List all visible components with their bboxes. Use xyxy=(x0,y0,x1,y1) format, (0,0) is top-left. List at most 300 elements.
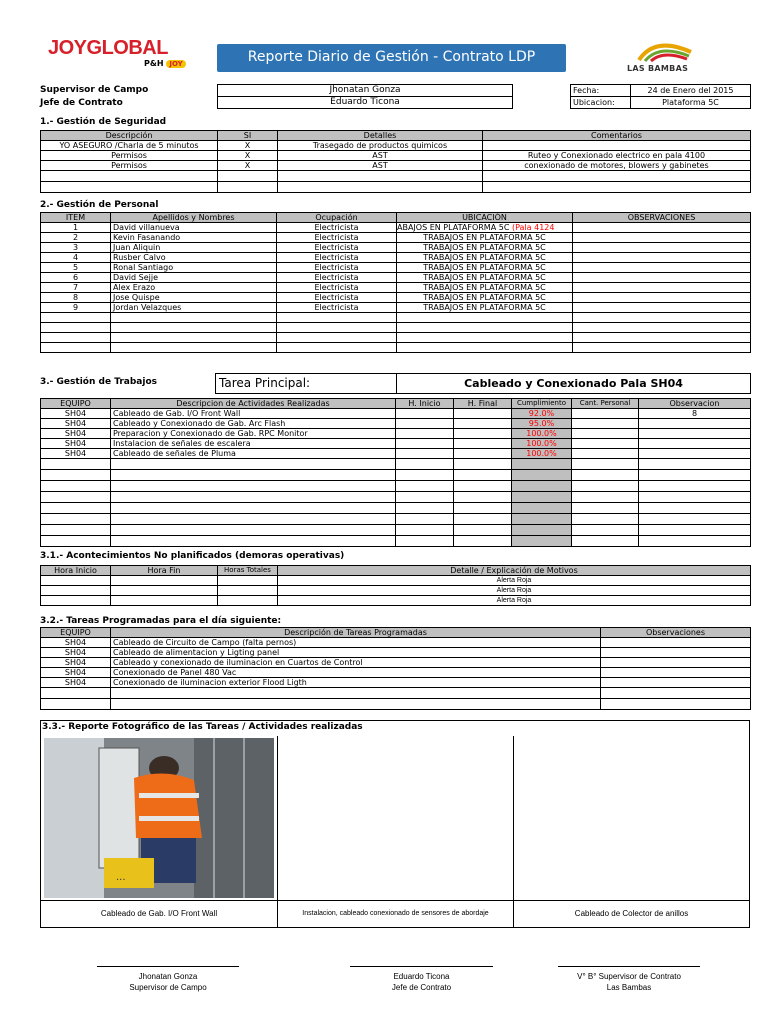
signature-role: Supervisor de Campo xyxy=(129,983,207,992)
acontecimientos-cell xyxy=(111,586,218,596)
programadas-cell: Cableado y conexionado de iluminacion en Cuartos de Control xyxy=(111,658,601,668)
personal-cell: TRABAJOS EN PLATAFORMA 5C xyxy=(397,283,573,293)
personal-cell xyxy=(397,323,573,333)
programadas-cell xyxy=(601,699,751,710)
personal-cell xyxy=(111,343,277,353)
personal-cell: Alex Erazo xyxy=(111,283,277,293)
table-row xyxy=(41,503,751,514)
trabajos-cell xyxy=(396,470,454,481)
table-row xyxy=(41,470,751,481)
trabajos-cell xyxy=(396,525,454,536)
seguridad-header: Comentarios xyxy=(483,131,751,141)
trabajos-cell xyxy=(396,481,454,492)
personal-cell: Electricista xyxy=(277,303,397,313)
trabajos-cell xyxy=(396,536,454,547)
seguridad-cell: X xyxy=(218,161,278,171)
trabajos-cell xyxy=(111,525,396,536)
signature-name: Eduardo Ticona xyxy=(393,972,450,981)
photo-caption: Instalacion, cableado conexionado de sensores de abordaje xyxy=(302,910,489,917)
trabajos-cell xyxy=(454,536,512,547)
personal-cell xyxy=(573,293,751,303)
seguridad-cell xyxy=(483,141,751,151)
acontecimientos-cell: Alerta Roja xyxy=(278,586,751,596)
personal-cell: Electricista xyxy=(277,263,397,273)
trabajos-header: H. Inicio xyxy=(396,399,454,409)
personal-cell: 1 xyxy=(41,223,111,233)
trabajos-cell xyxy=(111,536,396,547)
trabajos-cell xyxy=(111,503,396,514)
trabajos-header: Cumplimiento xyxy=(512,399,572,409)
personal-cell xyxy=(397,343,573,353)
personal-cell: Rusber Calvo xyxy=(111,253,277,263)
worker-photo-icon xyxy=(44,738,274,898)
table-row xyxy=(41,151,751,161)
trabajos-cell xyxy=(396,409,454,419)
programadas-title: 3.2.- Tareas Programadas para el día siguiente: xyxy=(40,616,282,626)
trabajos-cell xyxy=(454,429,512,439)
programadas-cell xyxy=(601,648,751,658)
personal-cell: TRABAJOS EN PLATAFORMA 5C xyxy=(397,253,573,263)
table-row xyxy=(41,253,751,263)
personal-cell: 7 xyxy=(41,283,111,293)
trabajos-cell xyxy=(396,449,454,459)
personal-cell xyxy=(573,333,751,343)
personal-cell xyxy=(277,343,397,353)
seguridad-cell xyxy=(41,182,218,193)
trabajos-cell xyxy=(639,536,751,547)
trabajos-cell xyxy=(572,536,639,547)
table-row xyxy=(41,678,751,688)
table-row xyxy=(41,333,751,343)
personal-cell: Electricista xyxy=(277,273,397,283)
ph-logo-text: P&H xyxy=(144,59,164,68)
supervisor-value: Jhonatan Gonza xyxy=(218,85,513,97)
acontecimientos-title: 3.1.- Acontecimientos No planificados (demoras operativas) xyxy=(40,551,345,561)
personal-cell: Electricista xyxy=(277,293,397,303)
personal-cell xyxy=(573,273,751,283)
seguridad-cell: Trasegado de productos quimicos xyxy=(278,141,483,151)
personal-cell xyxy=(573,253,751,263)
personal-cell: Electricista xyxy=(277,223,397,233)
trabajos-cell xyxy=(454,419,512,429)
acontecimientos-cell xyxy=(218,586,278,596)
trabajos-cell xyxy=(396,459,454,470)
programadas-cell xyxy=(601,678,751,688)
photo-caption: Cableado de Gab. I/O Front Wall xyxy=(100,909,218,918)
trabajos-cell xyxy=(41,503,111,514)
trabajos-cell xyxy=(639,439,751,449)
trabajos-cell xyxy=(396,439,454,449)
trabajos-cell xyxy=(454,514,512,525)
joy-badge: JOY xyxy=(166,60,185,68)
trabajos-cell xyxy=(572,492,639,503)
tarea-principal-value-box xyxy=(396,373,751,394)
signature-supervisor xyxy=(97,966,239,993)
seguridad-cell: X xyxy=(218,151,278,161)
personal-cell: Kevin Fasanando xyxy=(111,233,277,243)
trabajos-cell xyxy=(572,419,639,429)
table-row xyxy=(41,303,751,313)
seguridad-cell: YO ASEGURO /Charla de 5 minutos xyxy=(41,141,218,151)
cumplimiento-cell xyxy=(512,470,572,481)
cumplimiento-cell xyxy=(512,481,572,492)
trabajos-cell: SH04 xyxy=(41,419,111,429)
trabajos-header: EQUIPO xyxy=(41,399,111,409)
personal-cell xyxy=(573,303,751,313)
trabajos-cell xyxy=(639,470,751,481)
table-row xyxy=(41,419,751,429)
programadas-cell: Cableado de Circuito de Campo (falta pernos) xyxy=(111,638,601,648)
personal-cell xyxy=(277,333,397,343)
trabajos-table xyxy=(40,398,751,547)
trabajos-cell: SH04 xyxy=(41,429,111,439)
trabajos-cell xyxy=(572,409,639,419)
seguridad-header-row xyxy=(41,131,751,141)
photo-caption: Cableado de Colector de anillos xyxy=(574,909,689,918)
personal-cell: David villanueva xyxy=(111,223,277,233)
personal-header-row xyxy=(41,213,751,223)
signature-role: Las Bambas xyxy=(606,983,652,992)
trabajos-cell xyxy=(572,514,639,525)
acontecimientos-cell xyxy=(111,596,218,606)
personal-cell xyxy=(277,323,397,333)
programadas-cell xyxy=(41,699,111,710)
programadas-cell: SH04 xyxy=(41,678,111,688)
table-row xyxy=(41,576,751,586)
programadas-cell xyxy=(601,658,751,668)
personal-cell: 5 xyxy=(41,263,111,273)
svg-text:...: ... xyxy=(116,872,126,883)
trabajos-cell xyxy=(639,459,751,470)
las-bambas-logo xyxy=(625,40,705,74)
table-row xyxy=(41,343,751,353)
seguridad-header: Detalles xyxy=(278,131,483,141)
signature-name: Jhonatan Gonza xyxy=(138,972,198,981)
cumplimiento-cell xyxy=(512,492,572,503)
trabajos-cell xyxy=(454,503,512,514)
programadas-header: Descripción de Tareas Programadas xyxy=(111,628,601,638)
seguridad-table xyxy=(40,130,751,193)
seguridad-cell xyxy=(483,171,751,182)
personal-title: 2.- Gestión de Personal xyxy=(40,200,159,210)
table-row xyxy=(41,243,751,253)
table-row xyxy=(41,283,751,293)
personal-cell: 6 xyxy=(41,273,111,283)
personal-cell: TRABAJOS EN PLATAFORMA 5C xyxy=(397,263,573,273)
trabajos-cell xyxy=(454,525,512,536)
las-bambas-logo-text: LAS BAMBAS xyxy=(627,64,689,73)
jefe-label: Jefe de Contrato xyxy=(40,98,123,108)
trabajos-cell xyxy=(396,503,454,514)
trabajos-cell xyxy=(454,470,512,481)
seguridad-header: Descripción xyxy=(41,131,218,141)
table-row xyxy=(41,273,751,283)
trabajos-cell xyxy=(41,514,111,525)
programadas-cell: Cableado de alimentacion y Ligting panel xyxy=(111,648,601,658)
seguridad-cell xyxy=(218,171,278,182)
info-names-table xyxy=(217,84,513,109)
fotos-title: 3.3.- Reporte Fotográfico de las Tareas / Actividades realizadas xyxy=(42,722,363,732)
personal-cell xyxy=(573,343,751,353)
acontecimientos-cell xyxy=(41,596,111,606)
personal-cell xyxy=(41,333,111,343)
programadas-header: Observaciones xyxy=(601,628,751,638)
trabajos-cell xyxy=(639,525,751,536)
table-row xyxy=(41,323,751,333)
trabajos-header: H. Final xyxy=(454,399,512,409)
trabajos-header: Descripcion de Actividades Realizadas xyxy=(111,399,396,409)
acontecimientos-header: Hora Inicio xyxy=(41,566,111,576)
personal-cell: 8 xyxy=(41,293,111,303)
signature-vobo xyxy=(558,966,700,993)
personal-cell xyxy=(573,283,751,293)
signature-jefe xyxy=(350,966,493,993)
personal-cell xyxy=(397,313,573,323)
personal-cell: Electricista xyxy=(277,243,397,253)
tarea-principal-label: Tarea Principal: xyxy=(219,376,311,390)
table-row xyxy=(41,638,751,648)
signature-role: Jefe de Contrato xyxy=(391,983,452,992)
acontecimientos-table xyxy=(40,565,751,606)
personal-cell xyxy=(41,323,111,333)
first-ubicacion-suffix: (Pala 4124 xyxy=(511,223,555,232)
trabajos-cell xyxy=(572,503,639,514)
acontecimientos-header: Detalle / Explicación de Motivos xyxy=(278,566,751,576)
personal-cell: Jose Quispe xyxy=(111,293,277,303)
cumplimiento-cell xyxy=(512,459,572,470)
fotos-section xyxy=(40,720,750,928)
acontecimientos-header-row xyxy=(41,566,751,576)
trabajos-cell xyxy=(454,481,512,492)
programadas-cell xyxy=(111,699,601,710)
trabajos-cell xyxy=(396,419,454,429)
trabajos-cell xyxy=(396,429,454,439)
signature-name: V° B° Supervisor de Contrato xyxy=(577,972,681,981)
personal-table xyxy=(40,212,751,353)
cumplimiento-cell: 100.0% xyxy=(512,449,572,459)
table-row xyxy=(41,525,751,536)
trabajos-cell xyxy=(111,492,396,503)
trabajos-cell xyxy=(111,459,396,470)
acontecimientos-header: Hora Fin xyxy=(111,566,218,576)
trabajos-cell xyxy=(111,514,396,525)
personal-cell xyxy=(41,343,111,353)
personal-cell: Electricista xyxy=(277,253,397,263)
table-row xyxy=(41,586,751,596)
trabajos-cell xyxy=(41,470,111,481)
personal-header: Apellidos y Nombres xyxy=(111,213,277,223)
table-row xyxy=(41,648,751,658)
trabajos-cell xyxy=(572,481,639,492)
seguridad-cell: Permisos xyxy=(41,151,218,161)
cumplimiento-cell xyxy=(512,514,572,525)
table-row xyxy=(41,439,751,449)
cumplimiento-cell xyxy=(512,525,572,536)
trabajos-cell: Cableado y Conexionado de Gab. Arc Flash xyxy=(111,419,396,429)
programadas-table xyxy=(40,627,751,710)
personal-cell: David Sejje xyxy=(111,273,277,283)
seguridad-cell: conexionado de motores, blowers y gabinetes xyxy=(483,161,751,171)
programadas-header-row xyxy=(41,628,751,638)
trabajos-cell xyxy=(639,481,751,492)
trabajos-cell xyxy=(111,470,396,481)
cumplimiento-cell xyxy=(512,503,572,514)
personal-cell: TRABAJOS EN PLATAFORMA 5C xyxy=(397,303,573,313)
programadas-cell: Conexionado de iluminacion exterior Flood Ligth xyxy=(111,678,601,688)
programadas-cell: SH04 xyxy=(41,638,111,648)
trabajos-cell xyxy=(454,459,512,470)
trabajos-cell xyxy=(396,492,454,503)
table-row xyxy=(41,449,751,459)
personal-cell xyxy=(397,223,573,233)
trabajos-cell: Preparacion y Conexionado de Gab. RPC Monitor xyxy=(111,429,396,439)
cumplimiento-cell xyxy=(512,536,572,547)
cumplimiento-cell: 95.0% xyxy=(512,419,572,429)
programadas-cell xyxy=(601,688,751,699)
fecha-label: Fecha: xyxy=(571,85,631,97)
joyglobal-logo xyxy=(48,38,198,74)
trabajos-cell: SH04 xyxy=(41,409,111,419)
personal-cell: Juan Aliquin xyxy=(111,243,277,253)
table-row xyxy=(41,171,751,182)
first-ubicacion-prefix: ABAJOS EN PLATAFORMA 5C xyxy=(397,223,510,232)
trabajos-cell xyxy=(111,481,396,492)
trabajos-cell xyxy=(572,429,639,439)
table-row xyxy=(41,668,751,678)
personal-cell: TRABAJOS EN PLATAFORMA 5C xyxy=(397,273,573,283)
personal-cell xyxy=(573,243,751,253)
table-row xyxy=(41,536,751,547)
trabajos-cell: Instalacion de señales de escalera xyxy=(111,439,396,449)
trabajos-cell xyxy=(639,419,751,429)
table-row xyxy=(41,182,751,193)
trabajos-cell xyxy=(639,429,751,439)
trabajos-title: 3.- Gestión de Trabajos xyxy=(40,377,157,387)
trabajos-cell xyxy=(454,439,512,449)
ubicacion-label: Ubicacion: xyxy=(571,97,631,109)
trabajos-cell: Cableado de señales de Pluma xyxy=(111,449,396,459)
las-bambas-arc-icon xyxy=(635,40,695,62)
trabajos-cell xyxy=(41,492,111,503)
personal-cell: TRABAJOS EN PLATAFORMA 5C xyxy=(397,293,573,303)
seguridad-title: 1.- Gestión de Seguridad xyxy=(40,117,167,127)
personal-cell xyxy=(573,313,751,323)
personal-cell xyxy=(41,313,111,323)
personal-cell: Ronal Santiago xyxy=(111,263,277,273)
seguridad-cell: AST xyxy=(278,161,483,171)
jefe-value: Eduardo Ticona xyxy=(218,97,513,109)
seguridad-cell: X xyxy=(218,141,278,151)
table-row xyxy=(41,481,751,492)
personal-cell: 2 xyxy=(41,233,111,243)
ubicacion-value: Plataforma 5C xyxy=(631,97,751,109)
table-row xyxy=(41,596,751,606)
personal-cell: TRABAJOS EN PLATAFORMA 5C xyxy=(397,233,573,243)
table-row xyxy=(41,492,751,503)
table-row xyxy=(41,233,751,243)
trabajos-cell xyxy=(572,459,639,470)
seguridad-cell: Ruteo y Conexionado electrico en pala 4100 xyxy=(483,151,751,161)
trabajos-cell xyxy=(572,470,639,481)
personal-header: ITEM xyxy=(41,213,111,223)
trabajos-cell: SH04 xyxy=(41,439,111,449)
programadas-cell: SH04 xyxy=(41,648,111,658)
trabajos-cell xyxy=(454,449,512,459)
acontecimientos-cell: Alerta Roja xyxy=(278,576,751,586)
table-row xyxy=(41,658,751,668)
table-row xyxy=(41,459,751,470)
trabajos-cell xyxy=(41,459,111,470)
cumplimiento-cell: 100.0% xyxy=(512,439,572,449)
report-title-bar xyxy=(217,44,566,72)
seguridad-cell: Permisos xyxy=(41,161,218,171)
table-row xyxy=(41,409,751,419)
trabajos-header-row xyxy=(41,399,751,409)
programadas-cell: SH04 xyxy=(41,658,111,668)
cumplimiento-cell: 92.0% xyxy=(512,409,572,419)
trabajos-cell: Cableado de Gab. I/O Front Wall xyxy=(111,409,396,419)
personal-header: UBICACIÓN xyxy=(397,213,573,223)
trabajos-cell xyxy=(41,536,111,547)
work-photo xyxy=(44,738,274,898)
personal-cell: Jordan Velazques xyxy=(111,303,277,313)
info-date-table xyxy=(570,84,751,109)
seguridad-cell xyxy=(278,182,483,193)
seguridad-cell: AST xyxy=(278,151,483,161)
acontecimientos-cell xyxy=(41,586,111,596)
seguridad-header: SI xyxy=(218,131,278,141)
acontecimientos-cell xyxy=(218,576,278,586)
supervisor-label: Supervisor de Campo xyxy=(40,85,149,95)
tarea-principal-label-box xyxy=(215,373,397,394)
cumplimiento-cell: 100.0% xyxy=(512,429,572,439)
trabajos-cell xyxy=(639,503,751,514)
table-row xyxy=(41,223,751,233)
acontecimientos-cell xyxy=(218,596,278,606)
table-row xyxy=(41,313,751,323)
personal-cell xyxy=(111,323,277,333)
programadas-header: EQUIPO xyxy=(41,628,111,638)
programadas-cell: Conexionado de Panel 480 Vac xyxy=(111,668,601,678)
programadas-cell xyxy=(41,688,111,699)
trabajos-cell xyxy=(396,514,454,525)
seguridad-cell xyxy=(41,171,218,182)
table-row xyxy=(41,161,751,171)
personal-cell xyxy=(277,313,397,323)
acontecimientos-cell xyxy=(41,576,111,586)
table-row xyxy=(41,141,751,151)
personal-cell xyxy=(397,333,573,343)
personal-cell: 9 xyxy=(41,303,111,313)
trabajos-cell xyxy=(572,449,639,459)
programadas-cell xyxy=(601,668,751,678)
trabajos-cell xyxy=(41,525,111,536)
programadas-cell: SH04 xyxy=(41,668,111,678)
table-row xyxy=(41,688,751,699)
joyglobal-logo-text: JOYGLOBAL xyxy=(48,37,168,59)
seguridad-cell xyxy=(218,182,278,193)
acontecimientos-cell: Alerta Roja xyxy=(278,596,751,606)
personal-cell: 4 xyxy=(41,253,111,263)
table-row xyxy=(41,514,751,525)
personal-cell xyxy=(573,233,751,243)
seguridad-cell xyxy=(278,171,483,182)
seguridad-cell xyxy=(483,182,751,193)
personal-header: OBSERVACIONES xyxy=(573,213,751,223)
personal-cell xyxy=(573,263,751,273)
personal-cell xyxy=(573,223,751,233)
personal-cell xyxy=(573,323,751,333)
